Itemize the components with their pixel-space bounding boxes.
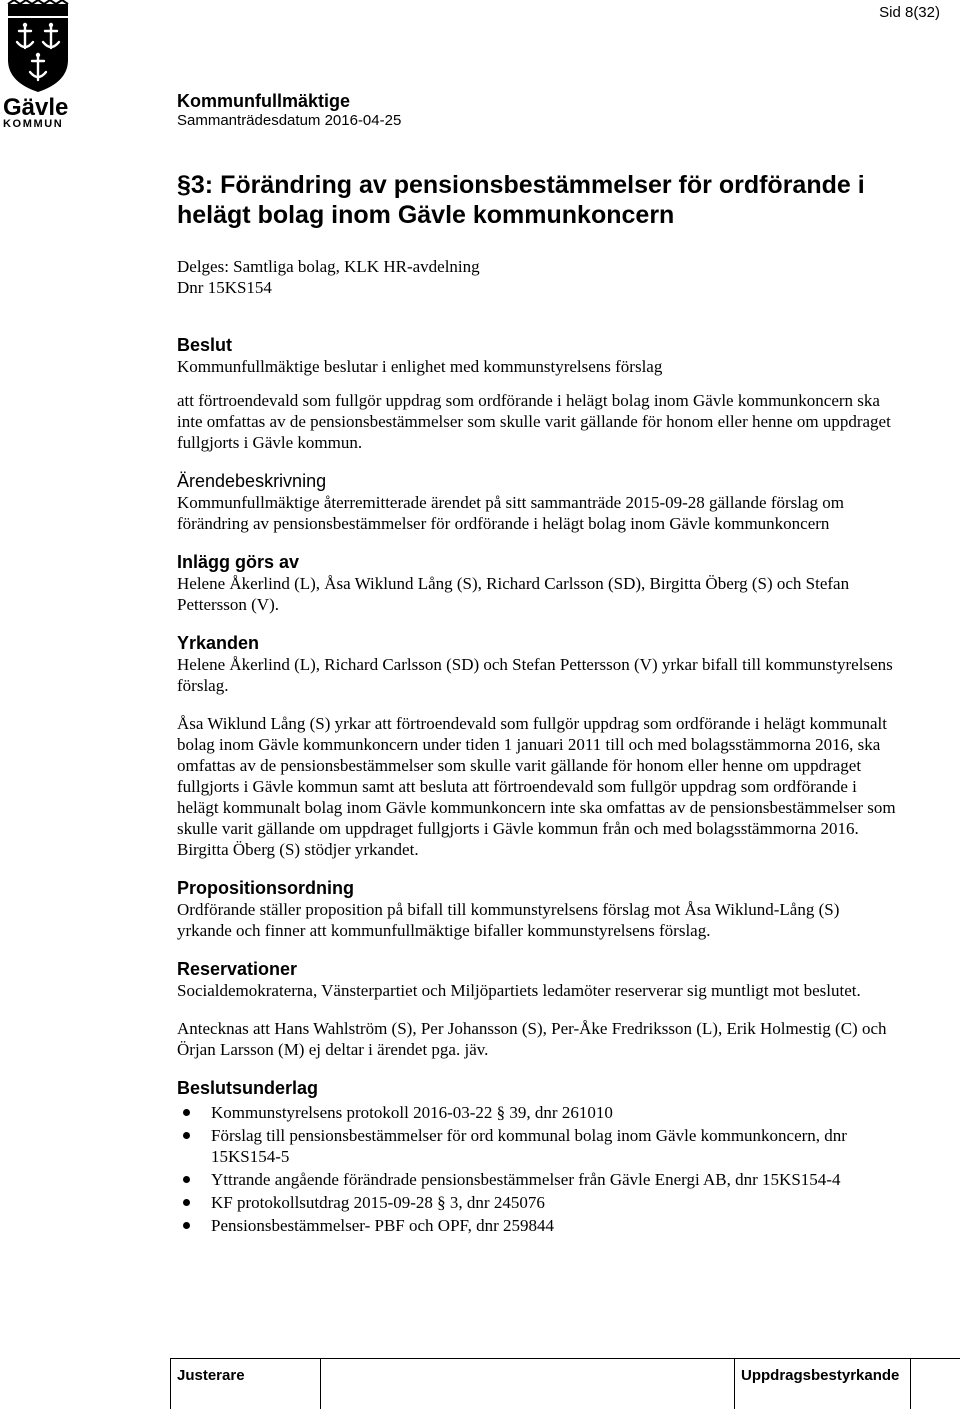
document-body: [177, 170, 897, 1238]
organization-name: Kommunfullmäktige: [177, 91, 351, 111]
page-number: Sid 8(32): [879, 4, 940, 21]
svg-text:Gävle: Gävle: [3, 94, 69, 121]
svg-text:KOMMUN: KOMMUN: [3, 118, 64, 128]
divider: [910, 1359, 912, 1409]
meeting-date: Sammanträdesdatum 2016-04-25: [177, 112, 402, 129]
arendebeskrivning-text: Kommunfullmäktige återremitterade ärendet på sitt sammanträde 2015-09-28 gällande förslag om förändring av pensionsbestämmelser för ordförande i helägt bolag inom Gävle kommunkoncern: [177, 493, 845, 533]
signature-footer: [170, 1358, 960, 1409]
list-item: Förslag till pensionsbestämmelser för ord kommunal bolag inom Gävle kommunkoncern, dnr 15KS154-5: [177, 1125, 897, 1167]
beslut-heading: Beslut: [177, 335, 233, 355]
bullet-icon: [183, 1109, 190, 1116]
bullet-icon: [183, 1176, 190, 1183]
divider: [734, 1359, 736, 1409]
delges-line: Delges: Samtliga bolag, KLK HR-avdelning: [177, 257, 480, 276]
propositionsordning-text: Ordförande ställer proposition på bifall till kommunstyrelsens förslag mot Åsa Wiklund-Lång (S) yrkande och finner att kommunfullmäktige bifaller kommunstyrelsens förslag.: [177, 900, 840, 940]
arendebeskrivning-heading: Ärendebeskrivning: [177, 471, 327, 491]
beslut-text: att förtroendevald som fullgör uppdrag som ordförande i helägt bolag inom Gävle kommunkoncern ska inte omfattas av de pensionsbestämmelser som skulle varit gällande för honom eller henne om uppdraget fullgjorts i Gävle kommun.: [177, 391, 891, 452]
beslutsunderlag-list: [177, 1102, 897, 1236]
yrkanden-p1: Helene Åkerlind (L), Richard Carlsson (SD) och Stefan Pettersson (V) yrkar bifall till kommunstyrelsens förslag.: [177, 655, 893, 695]
dnr-line: Dnr 15KS154: [177, 278, 272, 297]
reservationer-p1: Socialdemokraterna, Vänsterpartiet och Miljöpartiets ledamöter reserverar sig muntligt mot beslutet.: [177, 981, 861, 1000]
divider: [320, 1359, 322, 1409]
list-item: Yttrande angående förändrade pensionsbestämmelser från Gävle Energi AB, dnr 15KS154-4: [177, 1169, 897, 1190]
beslutsunderlag-heading: Beslutsunderlag: [177, 1078, 319, 1098]
beslut-intro: Kommunfullmäktige beslutar i enlighet med kommunstyrelsens förslag: [177, 357, 663, 376]
gavle-kommun-logo: [2, 0, 74, 128]
yrkanden-heading: Yrkanden: [177, 633, 260, 653]
propositionsordning-heading: Propositionsordning: [177, 878, 354, 898]
bullet-icon: [183, 1222, 190, 1229]
bullet-icon: [183, 1132, 190, 1139]
page-title: §3: Förändring av pensionsbestämmelser för ordförande i helägt bolag inom Gävle kommunkoncern: [177, 171, 865, 229]
list-item: Kommunstyrelsens protokoll 2016-03-22 § 39, dnr 261010: [177, 1102, 897, 1123]
justerare-label: Justerare: [177, 1367, 245, 1384]
inlagg-heading: Inlägg görs av: [177, 552, 300, 572]
reservationer-heading: Reservationer: [177, 959, 298, 979]
inlagg-text: Helene Åkerlind (L), Åsa Wiklund Lång (S), Richard Carlsson (SD), Birgitta Öberg (S) och Stefan Pettersson (V).: [177, 574, 850, 614]
document-header: [177, 90, 401, 130]
list-item: KF protokollsutdrag 2015-09-28 § 3, dnr 245076: [177, 1192, 897, 1213]
yrkanden-p2: Åsa Wiklund Lång (S) yrkar att förtroendevald som fullgör uppdrag som ordförande i helägt kommunalt bolag inom Gävle kommunkoncern under tiden 1 januari 2011 till och med bolagsstämmorna 2016, ska omfattas av de pensionsbestämmelser som skulle varit gällande för honom eller henne om uppdraget fullgjorts i Gävle kommun samt att besluta att förtroendevald som fullgör uppdrag som ordförande i helägt kommunalt bolag inom Gävle kommunkoncern inte ska omfattas av de pensionsbestämmelser som skulle varit gällande om uppdraget fullgjorts i Gävle kommun från och med bolagsstämmorna 2016. Birgitta Öberg (S) stödjer yrkandet.: [177, 714, 896, 859]
reservationer-p2: Antecknas att Hans Wahlström (S), Per Johansson (S), Per-Åke Fredriksson (L), Erik Holmestig (C) och Örjan Larsson (M) ej deltar i ärendet pga. jäv.: [177, 1019, 887, 1059]
uppdragsbestyrkande-label: Uppdragsbestyrkande: [741, 1367, 900, 1384]
bullet-icon: [183, 1199, 190, 1206]
list-item: Pensionsbestämmelser- PBF och OPF, dnr 259844: [177, 1215, 897, 1236]
